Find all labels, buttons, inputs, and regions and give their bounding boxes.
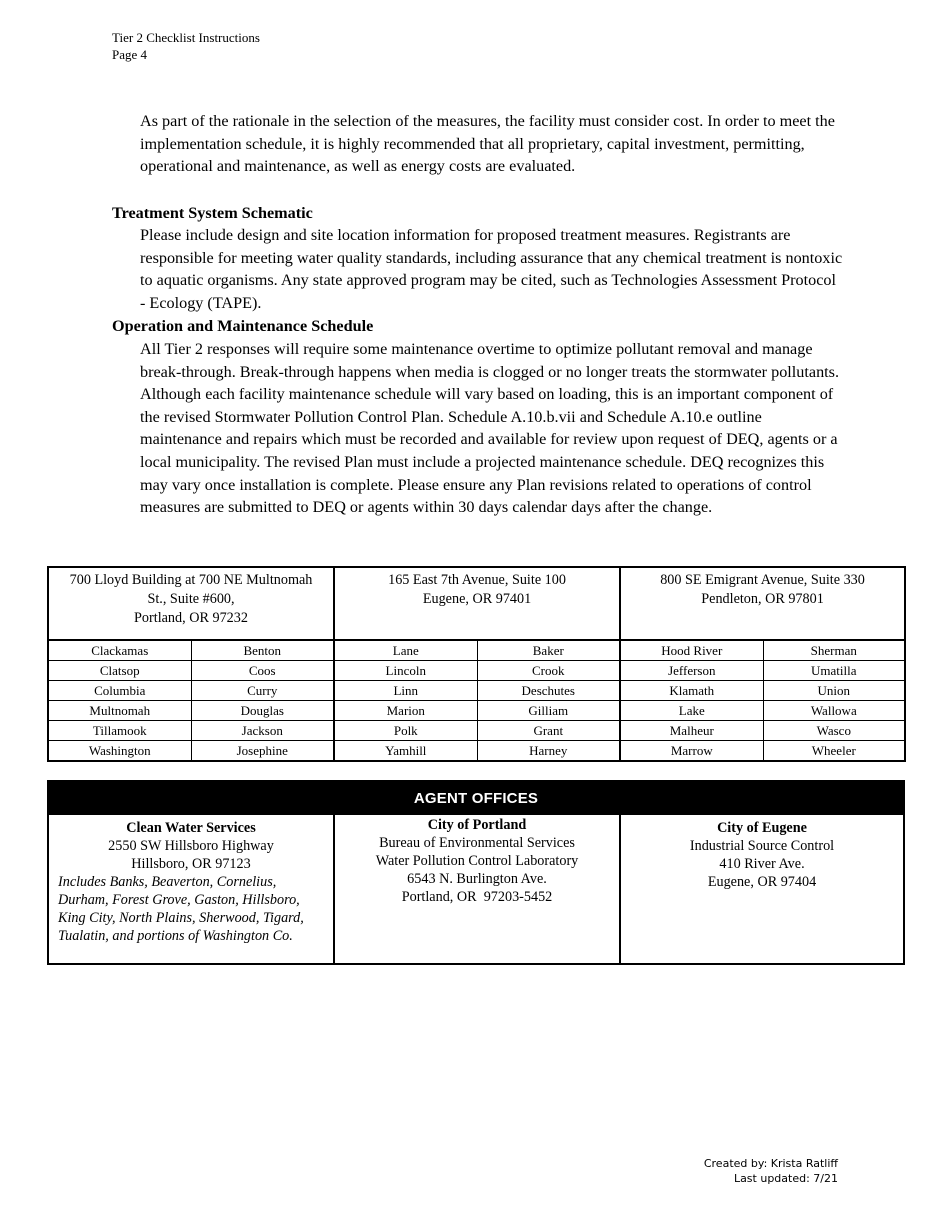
- clean-water-services-cell: Clean Water Services 2550 SW Hillsboro Highway Hillsboro, OR 97123 Includes Banks, Beaverton, Cornelius, Durham, Forest Grove, Gaston, Hillsboro, King City, North Plains, Sherwood, Tigard, Tualatin, and portions of Washington Co.: [48, 815, 334, 965]
- county-cell: Lincoln: [334, 661, 477, 681]
- county-cell: Polk: [334, 721, 477, 741]
- agent-name: Clean Water Services: [126, 820, 256, 836]
- page-number: Page 4: [112, 46, 148, 62]
- county-cell: Jackson: [191, 721, 334, 741]
- county-cell: Clackamas: [48, 640, 191, 661]
- county-cell: Deschutes: [477, 681, 620, 701]
- county-cell: Crook: [477, 661, 620, 681]
- county-cell: Wasco: [763, 721, 905, 741]
- county-cell: Baker: [477, 640, 620, 661]
- pendleton-office-address: 800 SE Emigrant Avenue, Suite 330 Pendleton, OR 97801: [620, 567, 905, 640]
- eugene-office-address: 165 East 7th Avenue, Suite 100 Eugene, OR 97401: [334, 567, 620, 640]
- agent-offices-title: AGENT OFFICES: [48, 781, 904, 815]
- county-cell: Union: [763, 681, 905, 701]
- county-cell: Linn: [334, 681, 477, 701]
- county-cell: Josephine: [191, 741, 334, 762]
- county-cell: Sherman: [763, 640, 905, 661]
- document-title: Tier 2 Checklist Instructions: [112, 30, 260, 45]
- page-footer: [704, 1156, 838, 1186]
- agent-offices-table: [47, 780, 905, 965]
- county-cell: Wheeler: [763, 741, 905, 762]
- county-cell: Yamhill: [334, 741, 477, 762]
- county-cell: Klamath: [620, 681, 763, 701]
- county-cell: Harney: [477, 741, 620, 762]
- portland-office-address: 700 Lloyd Building at 700 NE Multnomah St., Suite #600, Portland, OR 97232: [48, 567, 334, 640]
- agent-name: City of Eugene: [717, 820, 807, 836]
- maintenance-paragraph: All Tier 2 responses will require some maintenance overtime to optimize pollutant removal and manage break-through. Break-through happens when media is clogged or no longer treats the stormwater pollutants. Although each facility maintenance schedule will vary based on loading, this is an important component of the revised Stormwater Pollution Control Plan. Schedule A.10.b.vii and Schedule A.10.e outline maintenance and repairs which must be recorded and available for review upon request of DEQ, agents or a local municipality. The revised Plan must include a projected maintenance schedule. DEQ recognizes this may vary once installation is complete. Please ensure any Plan revisions related to operations of control measures are submitted to DEQ or agents within 30 days calendar days after the change.: [140, 340, 840, 517]
- county-cell: Columbia: [48, 681, 191, 701]
- county-cell: Wallowa: [763, 701, 905, 721]
- county-cell: Gilliam: [477, 701, 620, 721]
- cost-paragraph: As part of the rationale in the selection of the measures, the facility must consider cost. In order to meet the implementation schedule, it is highly recommended that all proprietary, capital investment, permitting, operational and maintenance, as well as energy costs are evaluated.: [140, 112, 835, 176]
- county-cell: Marrow: [620, 741, 763, 762]
- county-cell: Tillamook: [48, 721, 191, 741]
- county-cell: Multnomah: [48, 701, 191, 721]
- county-cell: Benton: [191, 640, 334, 661]
- schematic-paragraph: Please include design and site location information for proposed treatment measures. Registrants are responsible for meeting water quality standards, including assurance that any chemical treatment is nontoxic to aquatic organisms. Any state approved program may be cited, such as Technologies Assessment Protocol - Ecology (TAPE).: [140, 226, 843, 312]
- county-row: [48, 661, 905, 681]
- page-header: [112, 30, 260, 63]
- county-cell: Marion: [334, 701, 477, 721]
- county-cell: Grant: [477, 721, 620, 741]
- county-row: [48, 741, 905, 762]
- schematic-heading: Treatment System Schematic: [112, 204, 313, 222]
- city-of-portland-cell: City of Portland Bureau of Environmental Services Water Pollution Control Laboratory 6543 N. Burlington Ave. Portland, OR 97203-5452: [334, 815, 620, 965]
- county-cell: Coos: [191, 661, 334, 681]
- county-cell: Jefferson: [620, 661, 763, 681]
- county-row: [48, 640, 905, 661]
- created-by: Created by: Krista Ratliff: [703, 1157, 838, 1170]
- office-address-row: [48, 567, 905, 640]
- city-of-eugene-cell: City of Eugene Industrial Source Control 410 River Ave. Eugene, OR 97404: [620, 815, 904, 965]
- county-row: [48, 721, 905, 741]
- county-cell: Hood River: [620, 640, 763, 661]
- last-updated: Last updated: 7/21: [733, 1172, 838, 1185]
- county-row: [48, 701, 905, 721]
- county-cell: Umatilla: [763, 661, 905, 681]
- county-cell: Malheur: [620, 721, 763, 741]
- county-cell: Clatsop: [48, 661, 191, 681]
- county-cell: Douglas: [191, 701, 334, 721]
- county-cell: Lake: [620, 701, 763, 721]
- service-area-note: Includes Banks, Beaverton, Cornelius, Durham, Forest Grove, Gaston, Hillsboro, King City, North Plains, Sherwood, Tigard, Tualatin, and portions of Washington Co.: [58, 874, 304, 944]
- county-row: [48, 681, 905, 701]
- deq-offices-table: [47, 566, 906, 762]
- county-cell: Washington: [48, 741, 191, 762]
- county-cell: Curry: [191, 681, 334, 701]
- county-cell: Lane: [334, 640, 477, 661]
- maintenance-heading: Operation and Maintenance Schedule: [112, 317, 374, 335]
- agent-name: City of Portland: [427, 817, 527, 833]
